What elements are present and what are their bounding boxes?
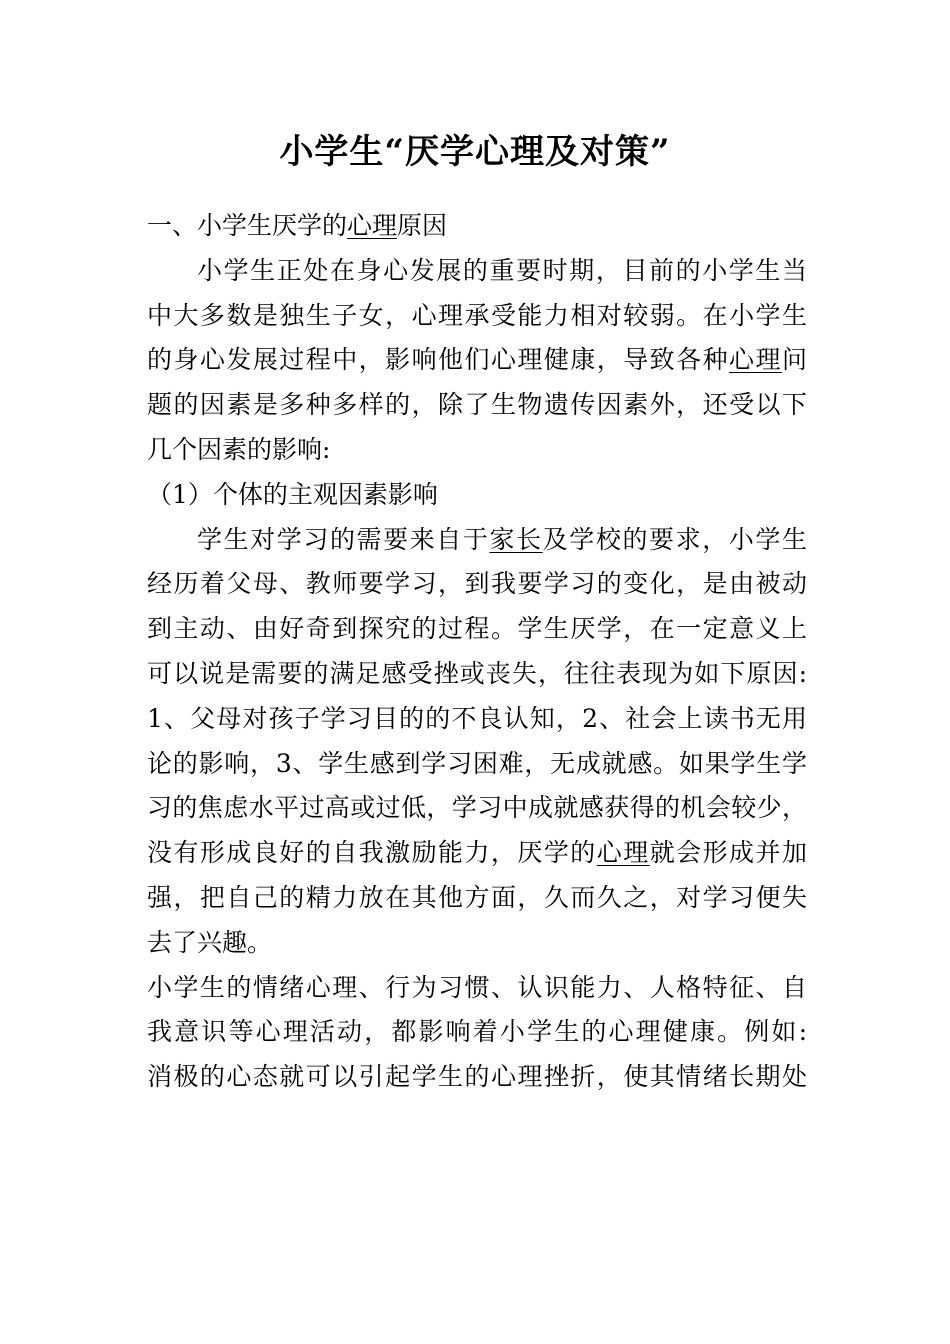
text-line (147, 1055, 807, 1100)
text-line (147, 428, 807, 473)
text-line (147, 249, 807, 294)
text-line (147, 518, 807, 563)
text-line (147, 742, 807, 787)
text-segment: （1）个体的主观因素影响 (147, 479, 438, 509)
text-segment: 就会形成并加 (649, 838, 807, 868)
document-body (147, 204, 807, 1100)
text-segment: 小学生正处在身心发展的重要时期，目前的小学生当 (197, 255, 807, 285)
underlined-link-text: 心理 (729, 345, 782, 375)
text-segment: 论的影响，3、学生感到学习困难，无成就感。如果学生学 (147, 748, 807, 778)
text-segment: 问 (781, 345, 807, 375)
text-segment: 消极的心态就可以引起学生的心理挫折，使其情绪长期处 (147, 1062, 807, 1092)
text-line (147, 294, 807, 339)
text-segment: 中大多数是独生子女，心理承受能力相对较弱。在小学生 (147, 300, 807, 330)
text-line (147, 1010, 807, 1055)
text-line (147, 786, 807, 831)
text-line (147, 338, 807, 383)
text-segment: 原因 (397, 211, 448, 240)
text-segment: 1、父母对孩子学习目的的不良认知，2、社会上读书无用 (147, 703, 807, 733)
text-segment: 去了兴趣。 (147, 927, 273, 957)
text-line (147, 876, 807, 921)
underlined-link-text: 心理 (347, 211, 398, 240)
text-segment: 强，把自己的精力放在其他方面，久而久之，对学习便失 (147, 882, 807, 912)
text-segment: 可以说是需要的满足感受挫或丧失，往往表现为如下原因: (147, 658, 807, 688)
text-segment: 到主动、由好奇到探究的过程。学生厌学，在一定意义上 (147, 614, 807, 644)
text-line (147, 697, 807, 742)
text-segment: 我意识等心理活动，都影响着小学生的心理健康。例如: (147, 1017, 807, 1047)
text-segment: 一、小学生厌学的 (147, 211, 348, 240)
text-line (147, 652, 807, 697)
text-segment: 的身心发展过程中，影响他们心理健康，导致各种 (147, 345, 730, 375)
text-line (147, 966, 807, 1011)
text-line (147, 383, 807, 428)
text-segment: 及学校的要求，小学生 (542, 524, 807, 554)
document-title: 小学生“厌学心理及对策” (279, 132, 671, 172)
text-line (147, 607, 807, 652)
text-line (147, 831, 807, 876)
text-segment: 题的因素是多种多样的，除了生物遗传因素外，还受以下 (147, 390, 807, 420)
text-segment: 小学生的情绪心理、行为习惯、认识能力、人格特征、自 (147, 972, 807, 1002)
text-line (147, 921, 807, 966)
text-line (147, 204, 807, 249)
text-segment: 没有形成良好的自我激励能力，厌学的 (147, 838, 597, 868)
text-line (147, 562, 807, 607)
underlined-link-text: 家长 (489, 524, 543, 554)
text-line (147, 473, 807, 518)
text-segment: 几个因素的影响: (147, 434, 331, 464)
underlined-link-text: 心理 (596, 838, 650, 868)
text-segment: 经历着父母、教师要学习，到我要学习的变化，是由被动 (147, 569, 807, 599)
text-segment: 习的焦虑水平过高或过低，学习中成就感获得的机会较少， (147, 793, 807, 823)
text-segment: 学生对学习的需要来自于 (197, 524, 490, 554)
